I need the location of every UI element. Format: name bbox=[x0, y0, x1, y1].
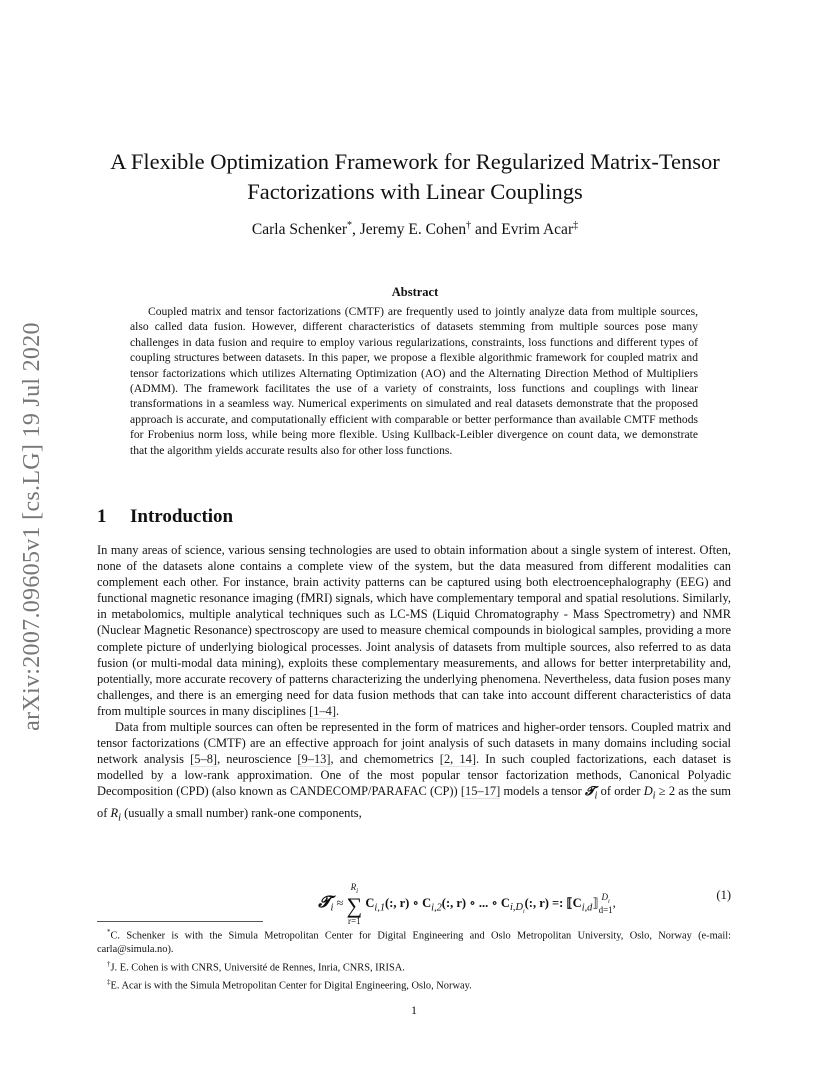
math-symbol: R bbox=[110, 805, 119, 820]
eq-subsubscript: i bbox=[522, 909, 525, 916]
eq-bracket: ⟧ bbox=[592, 895, 599, 910]
footnote-1 bbox=[97, 926, 731, 957]
author-1: Carla Schenker bbox=[251, 221, 348, 239]
footnote-text: J. E. Cohen is with CNRS, Université de Rennes, Inria, CNRS, IRISA. bbox=[110, 962, 405, 974]
title-line-1: A Flexible Optimization Framework for Regularized Matrix-Tensor bbox=[110, 149, 720, 174]
subscript: i bbox=[652, 790, 656, 802]
eq-factor: C bbox=[362, 895, 375, 910]
eq-limit-upper-sub: i bbox=[608, 898, 610, 905]
author-2: , Jeremy E. Cohen bbox=[352, 221, 467, 239]
footnote-3 bbox=[97, 976, 731, 993]
eq-sum-block bbox=[347, 882, 363, 926]
paragraph-2-text: . In such coupled factorizations, each dataset is modelled by a low-rank approximation. One of the most popular tensor factorization methods, Canonical Polyadic Decomposition (CPD) (also known as CANDECOMP/PARAFAC (CP)) bbox=[97, 752, 732, 799]
footnote-mark: ‡ bbox=[107, 977, 111, 986]
paragraph-2-text: Data from multiple sources can often be represented in the form of matrices and higher-order tensors. Coupled matrix and tensor factorizations (CMTF) are an effective approach for joint analysis of such datasets in many domains including social network analysis bbox=[97, 720, 731, 767]
section-heading bbox=[97, 506, 697, 528]
citation-link[interactable]: [2, 14] bbox=[439, 752, 476, 767]
eq-subscript: i,D bbox=[509, 902, 523, 914]
author-3: and Evrim Acar bbox=[471, 221, 574, 239]
eq-sum-upper-sub: i bbox=[356, 886, 359, 895]
paragraph-1-text: In many areas of science, various sensing technologies are used to obtain information about a single system of interest. Often, none of the datasets alone contains a complete view of the system, but the data measured from different modalities can complement each other. For instance, brain activity patterns can be captured using both electroencephalography (EEG) and functional magnetic resonance imaging (fMRI) signals, which have complementary temporal and spatial resolutions. Similarly, in metabolomics, multiple analytical techniques such as LC-MS (Liquid Chromatography - Mass Spectrometry) and NMR (Nuclear Magnetic Resonance) spectroscopy are used to measure chemical compounds in biological samples, providing a more complete picture of underlying biological processes. Joint analysis of datasets from multiple sources, also referred to as data fusion (or multi-modal data mining), exploits these complementary measurements, and allows for better interpretability and, potentially, more accurate recovery of patterns characterizing the underlying phenomena. Nevertheless, data fusion poses many challenges, and there is an emerging need for data fusion methods that can take into account different characteristics of data from multiple sources in many disciplines bbox=[97, 543, 731, 718]
section-title: Introduction bbox=[130, 506, 234, 527]
paragraph-2-text: (usually a small number) rank-one components, bbox=[120, 805, 362, 820]
math-symbol: D bbox=[643, 784, 653, 799]
eq-approx: ≈ bbox=[333, 895, 347, 910]
eq-subscript: i,1 bbox=[374, 902, 386, 914]
footnote-divider bbox=[97, 921, 263, 922]
eq-limit-upper: D bbox=[601, 891, 609, 902]
citation-link[interactable]: [9–13] bbox=[297, 752, 331, 767]
equation-body bbox=[247, 882, 687, 926]
author-list bbox=[130, 220, 700, 239]
eq-sum-lower: r=1 bbox=[348, 915, 361, 926]
paper-title bbox=[90, 147, 740, 207]
arxiv-identifier bbox=[17, 295, 47, 757]
footnote-text: E. Acar is with the Simula Metropolitan Center for Digital Engineering, Oslo, Norway. bbox=[110, 980, 472, 992]
author-1-mark: * bbox=[347, 220, 353, 231]
eq-tensor: 𝓣 bbox=[318, 893, 331, 911]
subscript: i bbox=[594, 790, 598, 802]
eq-limit-lower: d=1 bbox=[598, 905, 613, 916]
paragraph-1-end: . bbox=[336, 703, 340, 718]
paragraph-2-text: , neuroscience bbox=[217, 752, 298, 767]
section-number: 1 bbox=[97, 506, 107, 527]
title-line-2: Factorizations with Linear Couplings bbox=[247, 179, 583, 204]
footnote-mark: * bbox=[107, 928, 111, 936]
paragraph-2-text: models a tensor bbox=[500, 784, 585, 799]
footnote-2 bbox=[97, 958, 731, 975]
eq-factor: (:, r) =: ⟦C bbox=[524, 895, 582, 910]
paragraph-1 bbox=[97, 542, 731, 719]
eq-subscript: i,d bbox=[581, 902, 593, 914]
eq-bracket-limits bbox=[599, 893, 613, 916]
abstract-heading: Abstract bbox=[391, 285, 439, 299]
paragraph-2-text: ≥ 2 as the sum of bbox=[97, 784, 731, 820]
paragraph-2-text: of order bbox=[597, 784, 644, 799]
eq-sum-symbol: ∑ bbox=[346, 892, 363, 918]
footnote-mark: † bbox=[107, 959, 111, 968]
author-2-mark: † bbox=[466, 220, 472, 231]
author-3-mark: ‡ bbox=[573, 220, 579, 231]
footnote-text: C. Schenker is with the Simula Metropolitan Center for Digital Engineering and Oslo Metropolitan University, Oslo, Norway (e-mail: carla@simula.no). bbox=[97, 930, 731, 956]
citation-link[interactable]: [5–8] bbox=[190, 752, 218, 767]
equation-1 bbox=[97, 878, 731, 926]
eq-subscript: i bbox=[330, 902, 334, 914]
eq-subscript: i,2 bbox=[431, 902, 442, 914]
citation-link[interactable]: [1–4] bbox=[309, 703, 337, 718]
eq-factor: (:, r) ∘ C bbox=[385, 895, 432, 910]
paragraph-2-text: , and chemometrics bbox=[330, 752, 440, 767]
body-text bbox=[97, 542, 731, 827]
abstract-text: Coupled matrix and tensor factorizations (CMTF) are frequently used to jointly analyze data from multiple sources, also called data fusion. However, different characteristics of datasets stemming from multiple sources pose many challenges in data fusion and require to employ various regularizations, constraints, loss functions and different types of coupling structures between datasets. In this paper, we propose a flexible algorithmic framework for coupled matrix and tensor factorizations which utilizes Alternating Optimization (AO) and the Alternating Direction Method of Multipliers (ADMM). The framework facilitates the use of a variety of constraints, loss functions and couplings with linear transformations in a seamless way. Numerical experiments on simulated and real datasets demonstrate that the proposed approach is accurate, and computationally efficient with comparable or better performance than available CMTF methods for Frobenius norm loss, while being more flexible. Using Kullback-Leibler divergence on count data, we demonstrate that the algorithm yields accurate results also for other loss functions. bbox=[130, 305, 698, 457]
eq-factor: (:, r) ∘ ... ∘ C bbox=[441, 895, 510, 910]
footnotes bbox=[97, 926, 731, 994]
tensor-symbol: 𝓣 bbox=[585, 784, 595, 799]
citation-link[interactable]: [15–17] bbox=[460, 784, 501, 799]
equation-number: (1) bbox=[716, 888, 731, 902]
paragraph-2 bbox=[97, 719, 731, 827]
arxiv-identifier-text: arXiv:2007.09605v1 [cs.LG] 19 Jul 2020 bbox=[18, 321, 45, 731]
eq-sum-upper: R bbox=[350, 882, 357, 892]
subscript: i bbox=[118, 812, 121, 824]
page-number: 1 bbox=[411, 1003, 417, 1017]
eq-comma: , bbox=[612, 895, 616, 910]
